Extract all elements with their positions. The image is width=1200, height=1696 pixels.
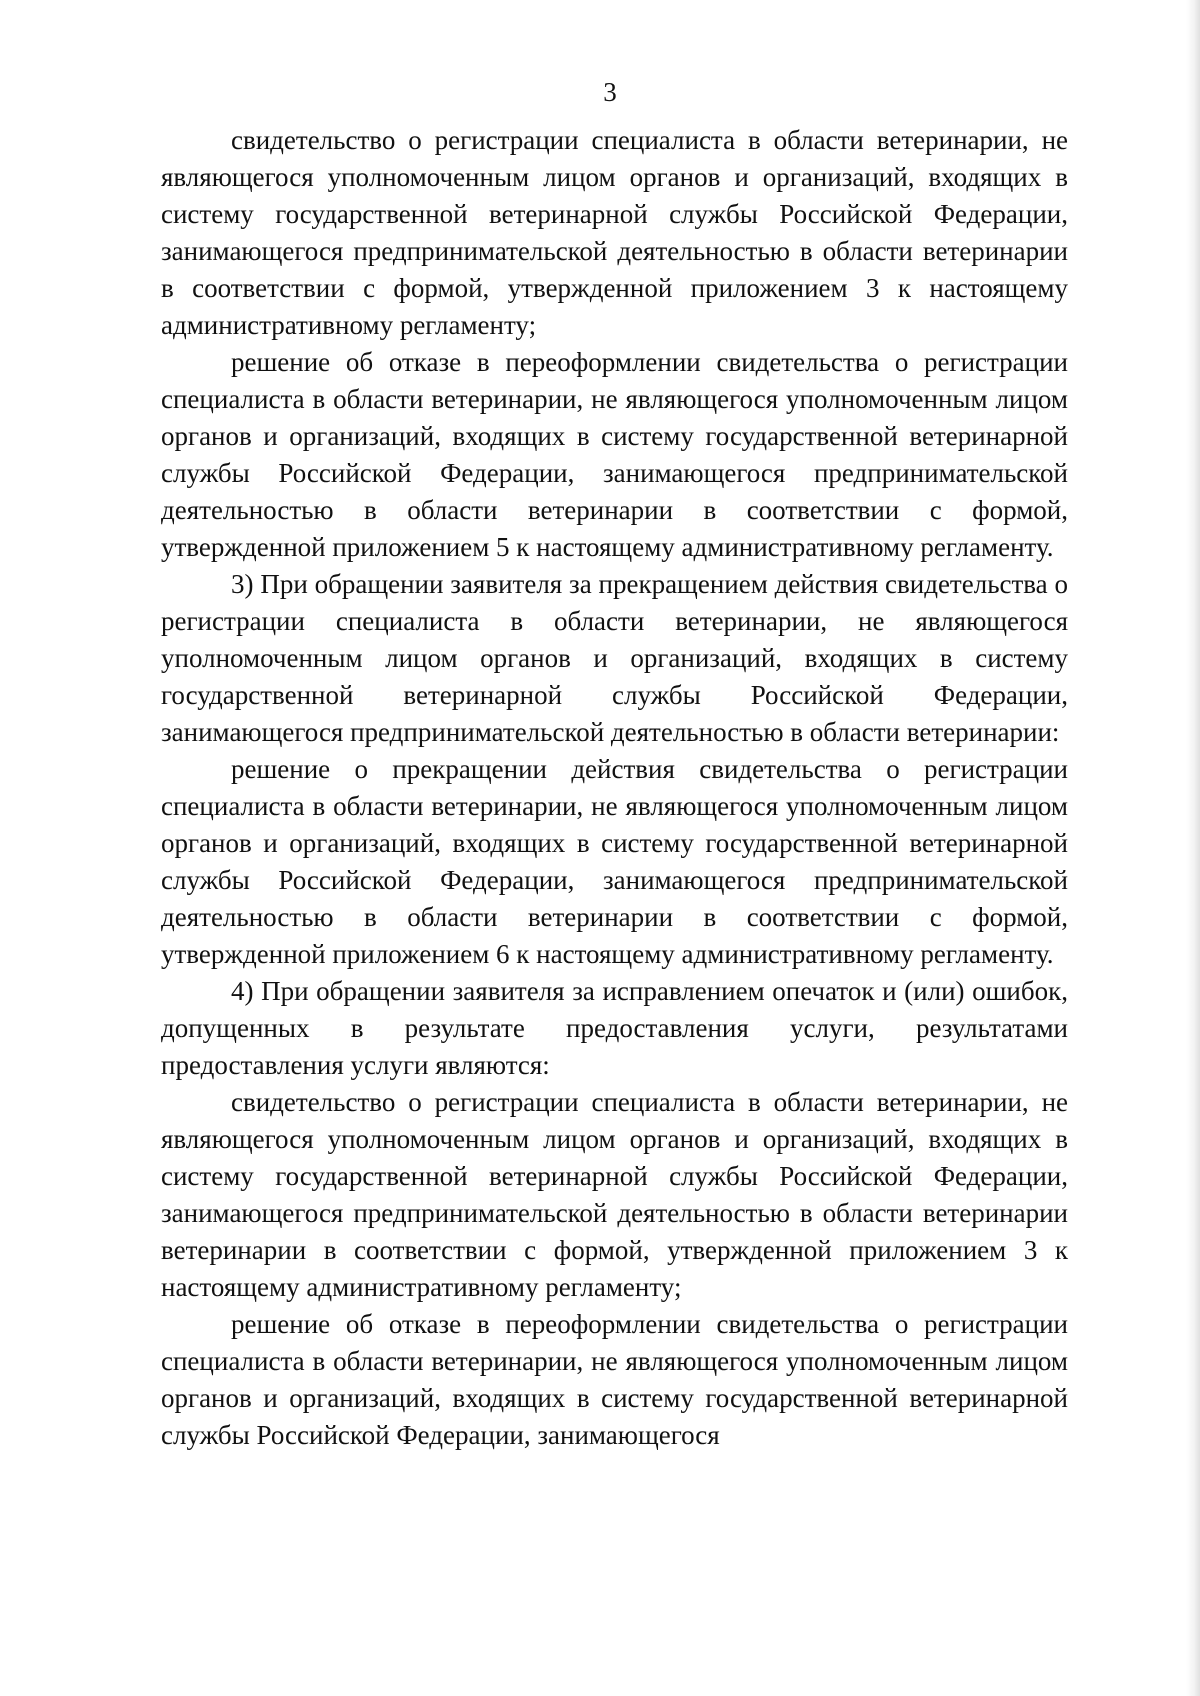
- paragraph-item-3-termination-request: 3) При обращении заявителя за прекращением действия свидетельства о регистрации специалиста в области ветеринарии, не являющегося уполномоченным лицом органов и организаций, входящих в систему государственной ветеринарной службы Российской Федерации, занимающегося предпринимательской деятельностью в области ветеринарии:: [161, 569, 1068, 747]
- paragraph-termination-decision: решение о прекращении действия свидетельства о регистрации специалиста в области ветеринарии, не являющегося уполномоченным лицом органов и организаций, входящих в систему государственной ветеринарной службы Российской Федерации, занимающегося предпринимательской деятельностью в области ветеринарии в соответствии с формой, утвержденной приложением 6 к настоящему административному регламенту.: [161, 754, 1068, 969]
- paragraph-corrected-certificate: свидетельство о регистрации специалиста в области ветеринарии, не являющегося уполномоченным лицом органов и организаций, входящих в систему государственной ветеринарной службы Российской Федерации, занимающегося предпринимательской деятельностью в области ветеринарии ветеринарии в соответствии с формой, утвержденной приложением 3 к настоящему административному регламенту;: [161, 1087, 1068, 1302]
- paragraph-refusal-reissue: решение об отказе в переоформлении свидетельства о регистрации специалиста в области ветеринарии, не являющегося уполномоченным лицом органов и организаций, входящих в систему государственной ветеринарной службы Российской Федерации, занимающегося предпринимательской деятельностью в области ветеринарии в соответствии с формой, утвержденной приложением 5 к настоящему административному регламенту.: [161, 347, 1068, 562]
- page-number: 3: [603, 77, 617, 107]
- scan-edge-shadow: [1186, 0, 1200, 1696]
- paragraph-certificate-issue: свидетельство о регистрации специалиста в области ветеринарии, не являющегося уполномоченным лицом органов и организаций, входящих в систему государственной ветеринарной службы Российской Федерации, занимающегося предпринимательской деятельностью в области ветеринарии в соответствии с формой, утвержденной приложением 3 к настоящему административному регламенту;: [161, 125, 1068, 340]
- document-body: [161, 122, 1068, 1454]
- paragraph-refusal-reissue-continued: решение об отказе в переоформлении свидетельства о регистрации специалиста в области ветеринарии, не являющегося уполномоченным лицом органов и организаций, входящих в систему государственной ветеринарной службы Российской Федерации, занимающегося: [161, 1309, 1068, 1450]
- paragraph-item-4-correction-request: 4) При обращении заявителя за исправлением опечаток и (или) ошибок, допущенных в результате предоставления услуги, результатами предоставления услуги являются:: [161, 976, 1068, 1080]
